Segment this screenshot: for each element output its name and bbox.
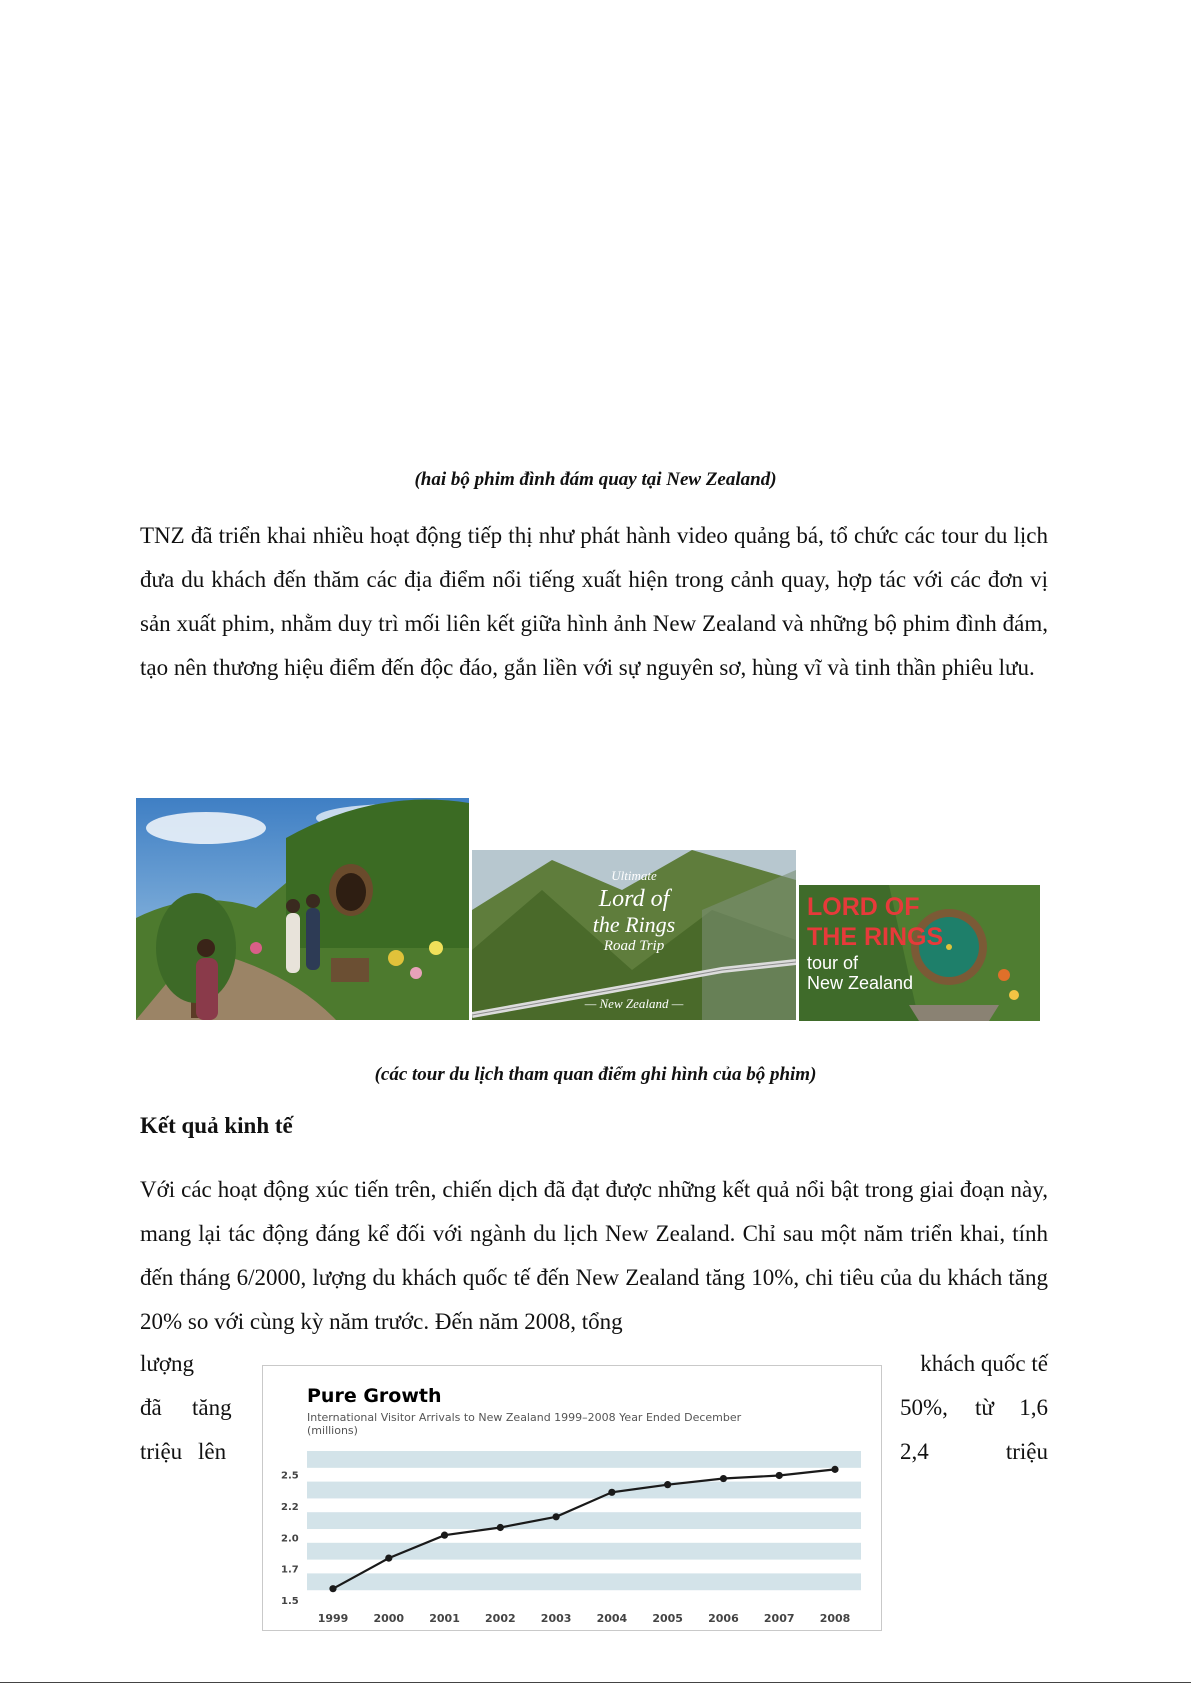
hobbiton-visitors-photo — [136, 798, 469, 1020]
poster-title-line-3: the Rings — [592, 912, 676, 937]
chart-band — [307, 1482, 861, 1499]
data-point — [831, 1466, 838, 1473]
chart-band — [307, 1512, 861, 1529]
wrap-line-3-left-a: triệu — [140, 1439, 183, 1464]
wrap-line-2-left-b: tăng — [192, 1395, 232, 1420]
chart-subtitle: International Visitor Arrivals to New Zealand 1999–2008 Year Ended December — [307, 1411, 742, 1424]
poster-footer: — New Zealand — — [584, 996, 684, 1011]
lotr-title-line-2: THE RINGS — [807, 923, 944, 951]
data-point — [497, 1524, 504, 1531]
y-tick-label: 2.0 — [281, 1533, 299, 1545]
wrap-line-3-right-a: 2,4 — [900, 1439, 929, 1464]
page-bottom-rule — [0, 1682, 1191, 1683]
x-tick-label: 1999 — [317, 1612, 349, 1625]
lotr-sub-line-2: New Zealand — [807, 973, 914, 993]
lotr-sub-line-1: tour of — [807, 953, 859, 973]
y-tick-label: 2.5 — [281, 1470, 299, 1482]
chart-title: Pure Growth — [307, 1385, 442, 1407]
chart-band — [307, 1451, 861, 1468]
y-tick-label: 2.2 — [281, 1501, 299, 1513]
chart-unit-label: (millions) — [307, 1424, 358, 1437]
wrap-line-2-right-a: 50%, — [900, 1395, 948, 1420]
y-tick-label: 1.7 — [281, 1564, 299, 1576]
data-point — [664, 1481, 671, 1488]
data-point — [385, 1555, 392, 1562]
data-point — [329, 1585, 336, 1592]
x-tick-label: 2001 — [429, 1612, 460, 1625]
section-heading: Kết quả kinh tế — [140, 1113, 293, 1138]
wrap-line-2-right-c: 1,6 — [1019, 1395, 1048, 1420]
x-tick-label: 2006 — [708, 1612, 739, 1625]
lotr-tour-thumbnail — [799, 885, 1040, 1021]
poster-title-line-4: Road Trip — [603, 938, 665, 954]
x-tick-label: 2000 — [373, 1612, 405, 1625]
paragraph-results: Với các hoạt động xúc tiến trên, chiến dịch đã đạt được những kết quả nổi bật trong giai đoạn này, mang lại tác động đáng kể đối với ngành du lịch New Zealand. Chỉ sau một năm triển khai, tính đến tháng 6/2000, lượng du khách quốc tế đến New Zealand tăng 10%, chi tiêu của du khách tăng 20% so với cùng kỳ năm trước. Đến năm 2008, tổng — [140, 1177, 1048, 1334]
visitor-arrivals-chart — [262, 1365, 882, 1631]
poster-title-line-1: Ultimate — [611, 868, 657, 883]
data-point — [720, 1475, 727, 1482]
lotr-road-trip-poster — [472, 850, 796, 1020]
wrap-line-3-right-b: triệu — [1005, 1439, 1048, 1464]
tours-caption: (các tour du lịch tham quan điểm ghi hình của bộ phim) — [374, 1064, 817, 1085]
lotr-title-line-1: LORD OF — [807, 893, 920, 921]
wrap-line-3-left-b: lên — [198, 1439, 227, 1464]
wrap-line-2-left-a: đã — [140, 1395, 162, 1420]
data-point — [441, 1532, 448, 1539]
poster-title-line-2: Lord of — [598, 886, 670, 912]
wrap-line-1-left: lượng — [140, 1351, 195, 1376]
x-tick-label: 2005 — [652, 1612, 683, 1625]
x-tick-label: 2002 — [485, 1612, 516, 1625]
chart-bands — [307, 1451, 861, 1590]
chart-y-ticks — [281, 1471, 299, 1607]
x-tick-label: 2003 — [540, 1612, 572, 1625]
chart-band — [307, 1573, 861, 1590]
paragraph-marketing: TNZ đã triển khai nhiều hoạt động tiếp thị như phát hành video quảng bá, tổ chức các tour du lịch đưa du khách đến thăm các địa điểm nổi tiếng xuất hiện trong cảnh quay, hợp tác với các đơn vị sản xuất phim, nhằm duy trì mối liên kết giữa hình ảnh New Zealand và những bộ phim đình đám, tạo nên thương hiệu điểm đến độc đáo, gắn liền với sự nguyên sơ, hùng vĩ và tinh thần phiêu lưu. — [140, 523, 1048, 680]
x-tick-label: 2007 — [763, 1612, 795, 1625]
films-caption: (hai bộ phim đình đám quay tại New Zealand) — [414, 469, 777, 490]
x-tick-label: 2008 — [819, 1612, 851, 1625]
x-tick-label: 2004 — [596, 1612, 628, 1625]
wrap-line-1-right: khách quốc tế — [920, 1351, 1048, 1376]
y-tick-label: 1.5 — [281, 1596, 299, 1607]
data-point — [553, 1513, 560, 1520]
chart-x-ticks — [318, 1612, 851, 1625]
wrap-line-2-right-b: từ — [975, 1395, 994, 1420]
data-point — [608, 1489, 615, 1496]
chart-canvas — [263, 1366, 881, 1630]
data-point — [776, 1472, 783, 1479]
